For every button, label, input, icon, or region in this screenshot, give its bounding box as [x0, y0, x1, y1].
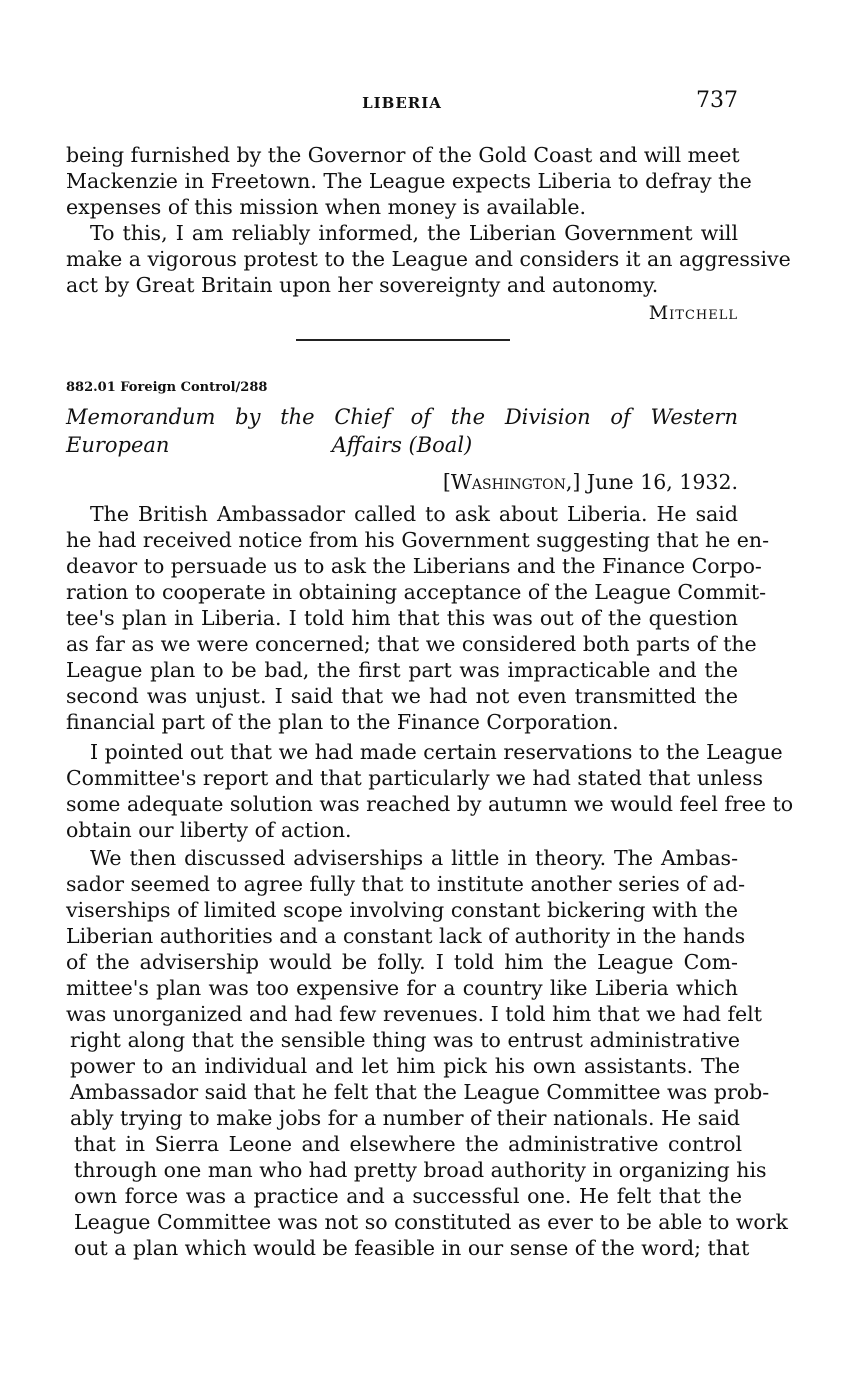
- text-line: expenses of this mission when money is available.: [66, 195, 587, 219]
- text-line: own force was a practice and a successful one. He felt that the: [74, 1184, 742, 1208]
- text-line: ably trying to make jobs for a number of their nationals. He said: [70, 1106, 741, 1130]
- page-header: [66, 88, 738, 118]
- text-line: some adequate solution was reached by autumn we would feel free to: [66, 792, 794, 816]
- text-line: Committee's report and that particularly we had stated that unless: [66, 766, 763, 790]
- text-line: viserships of limited scope involving constant bickering with the: [66, 898, 738, 922]
- text-line: mittee's plan was too expensive for a country like Liberia which: [66, 976, 738, 1000]
- text-line: of the advisership would be folly. I told him the League Com-: [66, 950, 738, 974]
- text-line: being furnished by the Governor of the Gold Coast and will meet: [66, 143, 740, 167]
- text-line: financial part of the plan to the Finance Corporation.: [66, 710, 619, 734]
- text-line: League plan to be bad, the first part was impracticable and the: [66, 658, 738, 682]
- text-line: second was unjust. I said that we had not even transmitted the: [66, 684, 738, 708]
- page-number: 737: [696, 88, 738, 113]
- text-line: was unorganized and had few revenues. I told him that we had felt: [66, 1002, 762, 1026]
- dateline: [443, 470, 738, 494]
- text-line: through one man who had pretty broad authority in organizing his: [74, 1158, 767, 1182]
- text-line: out a plan which would be feasible in our sense of the word; that: [74, 1236, 750, 1260]
- text-line: Mackenzie in Freetown. The League expects Liberia to defray the: [66, 169, 752, 193]
- text-line: Liberian authorities and a constant lack of authority in the hands: [66, 924, 746, 948]
- text-line: he had received notice from his Government suggesting that he en-: [66, 528, 770, 552]
- file-reference: 882.01 Foreign Control/288: [66, 380, 268, 395]
- text-line: ration to cooperate in obtaining acceptance of the League Commit-: [66, 580, 766, 604]
- signature: Mitchell: [648, 302, 738, 324]
- text-line: sador seemed to agree fully that to institute another series of ad-: [66, 872, 746, 896]
- running-head: LIBERIA: [362, 94, 442, 112]
- text-line: To this, I am reliably informed, the Liberian Government will: [90, 221, 738, 245]
- text-line: that in Sierra Leone and elsewhere the administrative control: [74, 1132, 742, 1156]
- text-line: We then discussed adviserships a little in theory. The Ambas-: [90, 846, 738, 870]
- dateline-date: June 16, 1932.: [586, 470, 738, 494]
- text-line: Ambassador said that he felt that the League Committee was prob-: [70, 1080, 770, 1104]
- text-line: power to an individual and let him pick his own assistants. The: [70, 1054, 740, 1078]
- document-title: Memorandum by the Chief of the Division of Western European: [66, 405, 738, 457]
- dateline-place: [Washington,]: [442, 470, 581, 494]
- text-line: make a vigorous protest to the League and considers it an aggressive: [66, 247, 791, 271]
- text-line: tee's plan in Liberia. I told him that this was out of the question: [66, 606, 738, 630]
- text-line: The British Ambassador called to ask about Liberia. He said: [90, 502, 738, 526]
- document-title-cont: Affairs (Boal): [331, 433, 473, 457]
- text-line: act by Great Britain upon her sovereignty and autonomy.: [66, 273, 659, 297]
- text-line: League Committee was not so constituted as ever to be able to work: [74, 1210, 788, 1234]
- text-line: I pointed out that we had made certain reservations to the League: [90, 740, 783, 764]
- text-line: as far as we were concerned; that we considered both parts of the: [66, 632, 757, 656]
- section-divider: [296, 339, 510, 341]
- text-line: obtain our liberty of action.: [66, 818, 352, 842]
- text-line: deavor to persuade us to ask the Liberians and the Finance Corpo-: [66, 554, 762, 578]
- text-line: right along that the sensible thing was to entrust administrative: [70, 1028, 740, 1052]
